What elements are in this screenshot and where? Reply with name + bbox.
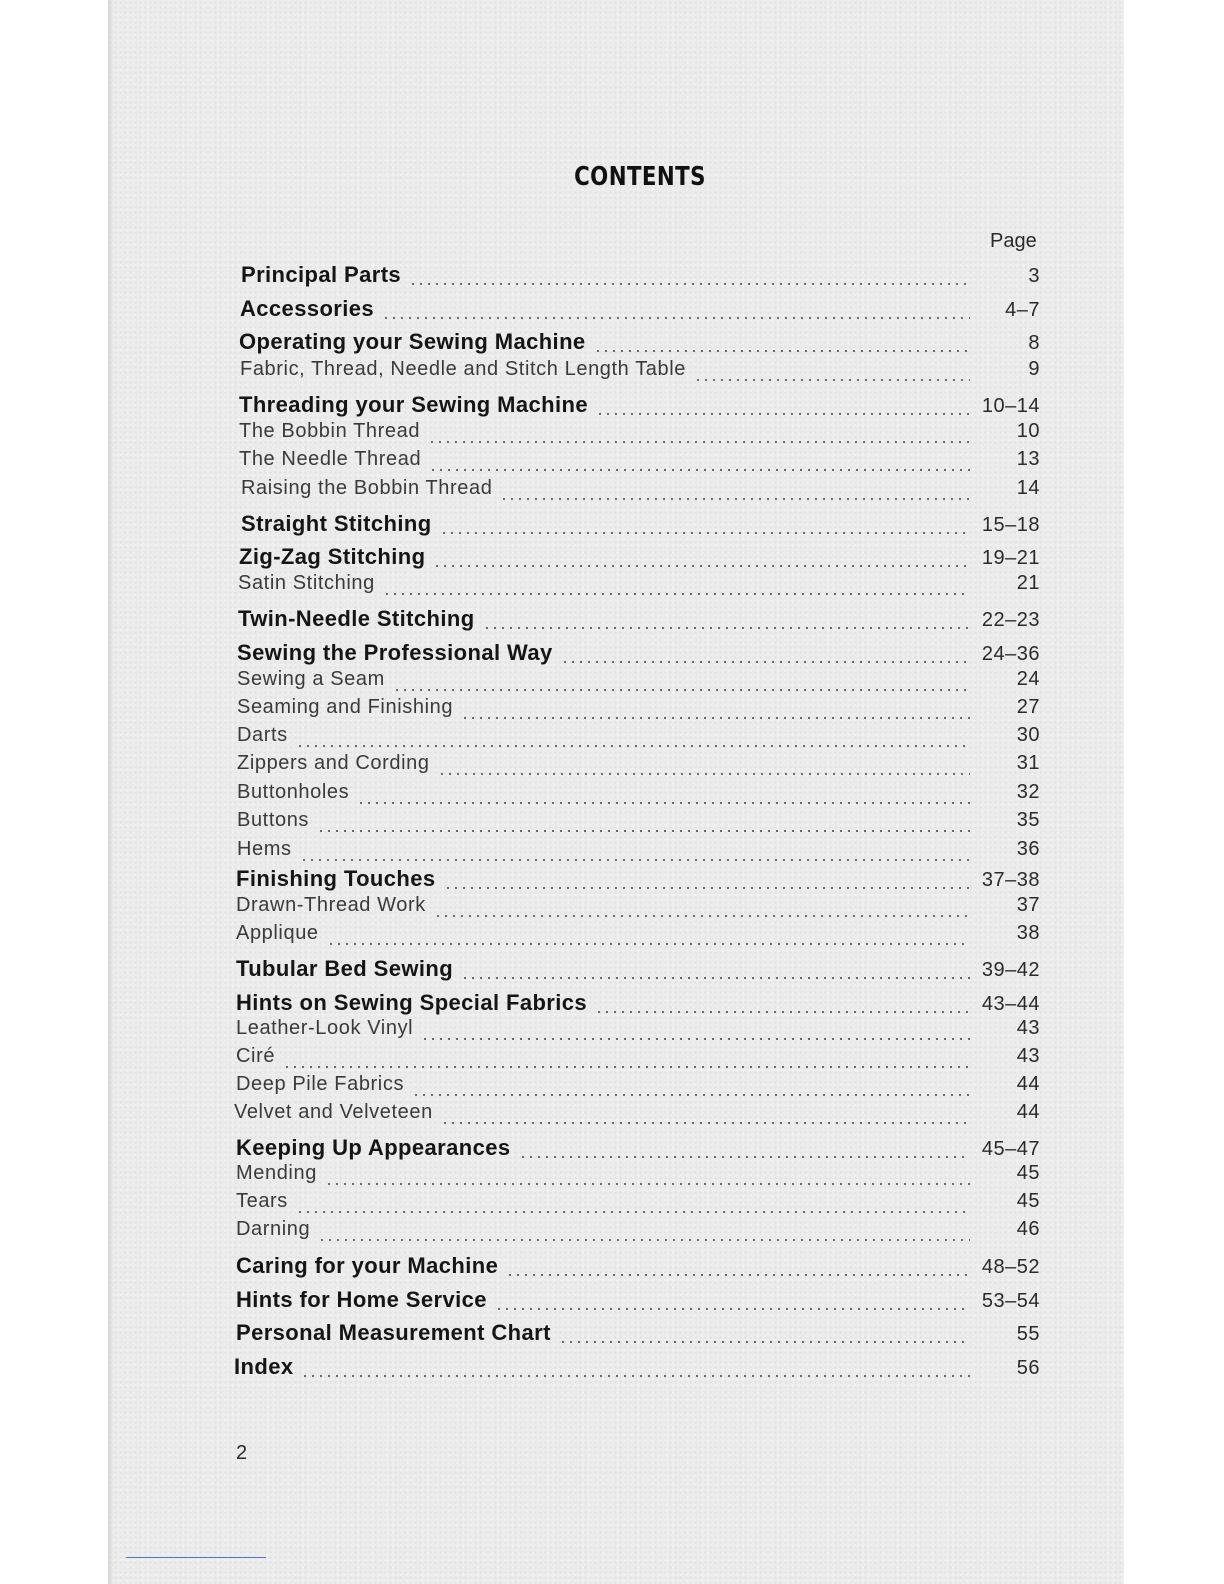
toc-entry-title: Darning (236, 1218, 311, 1240)
toc-entry (240, 358, 1040, 388)
dot-leader (461, 717, 970, 719)
toc-entry (239, 448, 1040, 478)
toc-entry (236, 1320, 1040, 1350)
dot-leader (561, 661, 970, 663)
toc-entry-title: Keeping Up Appearances (236, 1135, 511, 1160)
toc-entry-title: The Needle Thread (239, 448, 422, 470)
dot-leader (301, 1375, 970, 1377)
toc-entry-title: Velvet and Velveteen (234, 1101, 433, 1123)
toc-entry-page: 45 (1016, 1162, 1040, 1184)
toc-entry (239, 420, 1040, 450)
toc-entry (234, 1101, 1040, 1131)
toc-entry-page: 43 (1016, 1045, 1040, 1067)
toc-entry-page: 53–54 (981, 1290, 1040, 1312)
dot-leader (428, 441, 970, 443)
toc-entry-page: 10–14 (981, 395, 1040, 417)
dot-leader (444, 887, 970, 889)
toc-entry (237, 640, 1040, 670)
toc-entry-page: 10 (1016, 420, 1040, 442)
toc-entry (237, 838, 1040, 868)
toc-entry-title: Applique (236, 922, 319, 944)
toc-entry (239, 544, 1040, 574)
dot-leader (325, 1183, 970, 1185)
toc-entry-title: Leather-Look Vinyl (236, 1017, 414, 1039)
toc-entry-title: Principal Parts (241, 262, 402, 287)
toc-entry-title: Hints on Sewing Special Fabrics (236, 990, 588, 1015)
page-number: 2 (236, 1442, 248, 1464)
dot-leader (694, 379, 970, 381)
toc-entry-page: 44 (1016, 1101, 1040, 1123)
toc-entry-title: Buttonholes (237, 781, 350, 803)
toc-entry (237, 781, 1040, 811)
toc-entry (238, 572, 1040, 602)
dot-leader (595, 1011, 970, 1013)
toc-entry-title: Operating your Sewing Machine (239, 329, 586, 354)
dot-leader (495, 1308, 970, 1310)
dot-leader (317, 830, 970, 832)
toc-entry-page: 55 (1016, 1323, 1040, 1345)
dot-leader (500, 498, 970, 500)
dot-leader (559, 1341, 970, 1343)
dot-leader (483, 627, 970, 629)
dot-leader (429, 469, 970, 471)
toc-entry-title: Darts (237, 724, 288, 746)
toc-entry-title: Hems (237, 838, 292, 860)
page-column-header: Page (990, 230, 1037, 252)
dot-leader (318, 1239, 970, 1241)
toc-entry (236, 866, 1040, 896)
toc-entry-title: Ciré (236, 1045, 276, 1067)
toc-entry-page: 44 (1016, 1073, 1040, 1095)
toc-entry-page: 37 (1016, 894, 1040, 916)
toc-entry-title: Drawn-Thread Work (236, 894, 426, 916)
toc-entry-page: 15–18 (981, 514, 1040, 536)
toc-entry-title: Sewing the Professional Way (237, 640, 553, 665)
toc-entry-page: 21 (1016, 572, 1040, 594)
toc-entry-page: 9 (1028, 358, 1040, 380)
toc-entry-title: Sewing a Seam (237, 668, 385, 690)
dot-leader (409, 283, 970, 285)
toc-entry-title: Deep Pile Fabrics (236, 1073, 405, 1095)
toc-entry-title: Buttons (237, 809, 310, 831)
toc-entry-title: Personal Measurement Chart (236, 1320, 551, 1345)
toc-entry-title: Tubular Bed Sewing (236, 956, 454, 981)
toc-entry-page: 19–21 (981, 547, 1040, 569)
toc-entry-page: 22–23 (981, 609, 1040, 631)
toc-entry (236, 1287, 1040, 1317)
toc-entry-page: 13 (1016, 448, 1040, 470)
toc-entry-page: 45 (1016, 1190, 1040, 1212)
toc-entry (236, 1190, 1040, 1220)
dot-leader (300, 859, 970, 861)
toc-entry (237, 724, 1040, 754)
toc-entry-title: Caring for your Machine (236, 1253, 499, 1278)
toc-entry (237, 752, 1040, 782)
toc-entry-page: 31 (1016, 752, 1040, 774)
dot-leader (596, 413, 970, 415)
dot-leader (433, 565, 970, 567)
dot-leader (441, 1122, 970, 1124)
toc-entry (238, 606, 1040, 636)
toc-entry (236, 990, 1040, 1020)
toc-entry (241, 511, 1040, 541)
dot-leader (461, 977, 970, 979)
toc-entry-title: Straight Stitching (241, 511, 432, 536)
toc-entry-title: Zippers and Cording (237, 752, 430, 774)
toc-entry-page: 36 (1016, 838, 1040, 860)
toc-entry (236, 1162, 1040, 1192)
toc-entry (236, 894, 1040, 924)
toc-entry-page: 39–42 (981, 959, 1040, 981)
toc-entry-page: 24–36 (981, 643, 1040, 665)
dot-leader (327, 943, 970, 945)
toc-entry-page: 37–38 (981, 869, 1040, 891)
toc-entry-page: 43–44 (981, 993, 1040, 1015)
dot-leader (383, 593, 970, 595)
toc-entry-page: 46 (1016, 1218, 1040, 1240)
dot-leader (519, 1156, 971, 1158)
dot-leader (438, 773, 970, 775)
dot-leader (506, 1274, 970, 1276)
toc-entry (236, 1017, 1040, 1047)
toc-entry (241, 477, 1040, 507)
toc-entry (236, 922, 1040, 952)
contents-title: CONTENTS (574, 162, 706, 192)
scan-mark (126, 1557, 266, 1558)
toc-entry-page: 27 (1016, 696, 1040, 718)
toc-entry-page: 38 (1016, 922, 1040, 944)
toc-entry-title: Fabric, Thread, Needle and Stitch Length Table (240, 358, 687, 380)
toc-entry (237, 696, 1040, 726)
toc-entry (236, 1073, 1040, 1103)
dot-leader (412, 1094, 970, 1096)
toc-entry-page: 35 (1016, 809, 1040, 831)
dot-leader (393, 689, 970, 691)
toc-entry (236, 956, 1040, 986)
toc-entry-page: 3 (1028, 265, 1040, 287)
toc-entry-page: 48–52 (981, 1256, 1040, 1278)
dot-leader (421, 1038, 970, 1040)
toc-entry-title: Tears (236, 1190, 288, 1212)
toc-entry-title: Zig-Zag Stitching (239, 544, 426, 569)
toc-entry (240, 296, 1040, 326)
toc-entry-page: 24 (1016, 668, 1040, 690)
toc-entry-title: Seaming and Finishing (237, 696, 454, 718)
toc-entry (239, 392, 1040, 422)
toc-entry-title: Threading your Sewing Machine (239, 392, 588, 417)
toc-entry-title: Accessories (240, 296, 375, 321)
toc-entry (239, 329, 1040, 359)
toc-entry-page: 45–47 (981, 1138, 1040, 1160)
toc-entry-title: Satin Stitching (238, 572, 375, 594)
dot-leader (382, 317, 970, 319)
toc-entry-title: Finishing Touches (236, 866, 436, 891)
dot-leader (594, 350, 970, 352)
toc-entry-title: Index (234, 1354, 294, 1379)
toc-entry-page: 8 (1028, 332, 1040, 354)
toc-entry-title: Twin-Needle Stitching (238, 606, 475, 631)
dot-leader (296, 745, 970, 747)
toc-entry-page: 32 (1016, 781, 1040, 803)
toc-entry (236, 1218, 1040, 1248)
toc-entry-page: 4–7 (1005, 299, 1040, 321)
toc-entry-title: Raising the Bobbin Thread (241, 477, 493, 499)
toc-entry-title: The Bobbin Thread (239, 420, 421, 442)
toc-entry (236, 1253, 1040, 1283)
dot-leader (283, 1066, 970, 1068)
toc-entry (241, 262, 1040, 292)
dot-leader (357, 802, 970, 804)
toc-entry-title: Hints for Home Service (236, 1287, 487, 1312)
toc-entry (236, 1045, 1040, 1075)
toc-entry-page: 43 (1016, 1017, 1040, 1039)
dot-leader (440, 532, 970, 534)
toc-entry (237, 668, 1040, 698)
toc-entry-page: 56 (1016, 1357, 1040, 1379)
toc-entry-page: 30 (1016, 724, 1040, 746)
toc-entry-title: Mending (236, 1162, 317, 1184)
page-edge-shadow (108, 0, 114, 1584)
dot-leader (434, 915, 970, 917)
dot-leader (296, 1211, 970, 1213)
toc-entry (237, 809, 1040, 839)
toc-entry (234, 1354, 1040, 1384)
toc-entry-page: 14 (1016, 477, 1040, 499)
toc-entry (236, 1135, 1040, 1165)
